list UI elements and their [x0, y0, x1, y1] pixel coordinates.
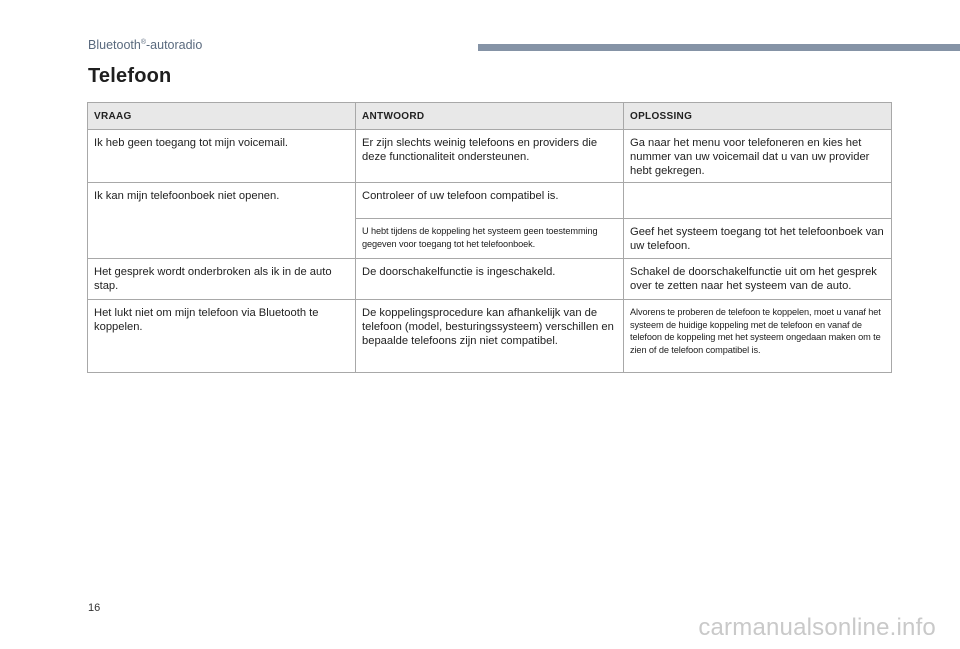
watermark: carmanualsonline.info	[698, 614, 936, 641]
answer-cell: De koppelingsprocedure kan afhankelijk van de telefoon (model, besturingssysteem) verschillen en bepaalde telefoons zijn niet compatibel.	[356, 300, 624, 373]
column-header-question: VRAAG	[88, 103, 356, 130]
question-cell: Het gesprek wordt onderbroken als ik in de auto stap.	[88, 259, 356, 300]
question-cell: Ik heb geen toegang tot mijn voicemail.	[88, 130, 356, 183]
column-header-answer: ANTWOORD	[356, 103, 624, 130]
header-bar	[478, 44, 960, 51]
solution-cell	[624, 183, 892, 219]
question-cell: Ik kan mijn telefoonboek niet openen.	[88, 183, 356, 259]
table-row	[88, 300, 892, 373]
answer-cell: Controleer of uw telefoon compatibel is.	[356, 183, 624, 219]
question-cell: Het lukt niet om mijn telefoon via Bluetooth te koppelen.	[88, 300, 356, 373]
solution-cell: Schakel de doorschakelfunctie uit om het gesprek over te zetten naar het systeem van de auto.	[624, 259, 892, 300]
page-title: Telefoon	[88, 65, 172, 87]
column-header-solution: OPLOSSING	[624, 103, 892, 130]
table-row	[88, 259, 892, 300]
solution-cell: Alvorens te proberen de telefoon te koppelen, moet u vanaf het systeem de huidige koppeling met de telefoon en vanaf de telefoon de koppeling met het systeem ongedaan maken om te zien of de telefoon compatibel is.	[624, 300, 892, 373]
section-label-suffix: -autoradio	[146, 38, 203, 52]
table-header-row	[88, 103, 892, 130]
answer-cell: De doorschakelfunctie is ingeschakeld.	[356, 259, 624, 300]
solution-cell: Geef het systeem toegang tot het telefoonboek van uw telefoon.	[624, 219, 892, 259]
registered-mark: ®	[140, 38, 146, 46]
answer-cell: Er zijn slechts weinig telefoons en providers die deze functionaliteit ondersteunen.	[356, 130, 624, 183]
table-row	[88, 183, 892, 219]
section-label-text: Bluetooth	[88, 38, 141, 52]
solution-cell: Ga naar het menu voor telefoneren en kies het nummer van uw voicemail dat u van uw provider hebt gekregen.	[624, 130, 892, 183]
section-label	[88, 38, 202, 52]
page-number: 16	[88, 602, 101, 614]
troubleshooting-table	[87, 102, 892, 373]
table-row	[88, 130, 892, 183]
answer-cell: U hebt tijdens de koppeling het systeem geen toestemming gegeven voor toegang tot het telefoonboek.	[356, 219, 624, 259]
